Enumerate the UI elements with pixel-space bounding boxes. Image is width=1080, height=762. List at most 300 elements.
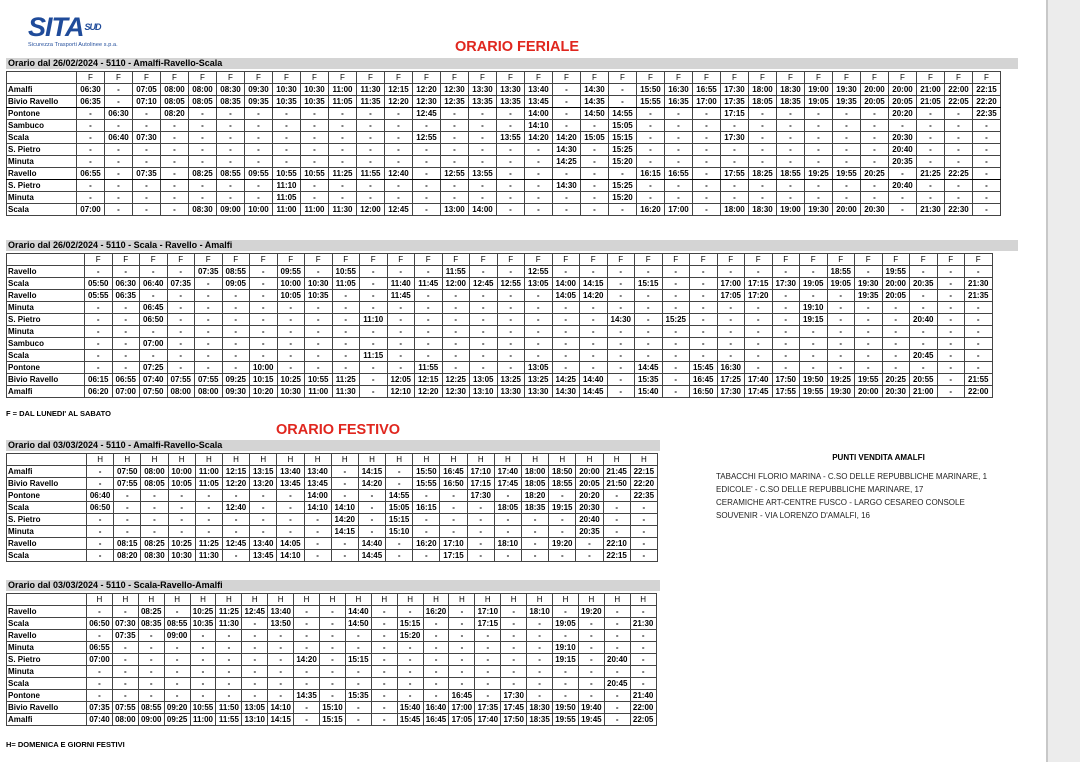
departure-time-cell: - xyxy=(827,350,855,362)
departure-time-cell: 11:55 xyxy=(216,714,242,726)
stop-name: Bivio Ravello xyxy=(7,702,87,714)
punti-vendita-item: EDICOLE' - C.SO DELLE REPUBBLICHE MARINARE, 17 xyxy=(716,485,924,494)
departure-time-cell: 08:35 xyxy=(138,618,164,630)
departure-time-cell: - xyxy=(442,338,470,350)
departure-time-cell: - xyxy=(164,642,190,654)
departure-time-cell: 13:30 xyxy=(525,386,553,398)
departure-time-cell: 22:35 xyxy=(973,108,1001,120)
departure-time-cell: 12:55 xyxy=(497,278,525,290)
departure-time-cell: - xyxy=(140,350,168,362)
departure-time-cell: - xyxy=(690,338,718,350)
departure-time-cell: - xyxy=(168,490,195,502)
departure-time-cell: - xyxy=(358,490,385,502)
departure-time-cell: 13:25 xyxy=(497,374,525,386)
departure-time-cell: 14:55 xyxy=(386,490,413,502)
departure-time-cell: - xyxy=(635,314,663,326)
departure-time-cell: - xyxy=(360,290,388,302)
stop-row xyxy=(7,386,993,398)
day-type-cell: F xyxy=(385,72,413,84)
departure-time-cell: 16:55 xyxy=(693,84,721,96)
day-type-cell: F xyxy=(827,254,855,266)
departure-time-cell: 11:40 xyxy=(387,278,415,290)
departure-time-cell: - xyxy=(415,266,443,278)
departure-time-cell: 11:25 xyxy=(332,374,360,386)
departure-time-cell: 20:00 xyxy=(576,466,603,478)
stop-name: Pontone xyxy=(7,108,77,120)
departure-time-cell: 14:40 xyxy=(580,374,608,386)
day-type-cell: H xyxy=(195,454,222,466)
departure-time-cell: 10:05 xyxy=(168,478,195,490)
departure-time-cell: - xyxy=(917,192,945,204)
departure-time-cell: - xyxy=(470,338,498,350)
departure-time-cell: - xyxy=(690,326,718,338)
departure-time-cell: 10:35 xyxy=(305,290,333,302)
departure-time-cell: - xyxy=(580,314,608,326)
departure-time-cell: - xyxy=(855,338,883,350)
departure-time-cell: 07:35 xyxy=(112,630,138,642)
departure-time-cell: - xyxy=(882,362,910,374)
departure-time-cell: 08:00 xyxy=(167,386,195,398)
departure-time-cell: - xyxy=(749,180,777,192)
departure-time-cell: 17:05 xyxy=(449,714,475,726)
departure-time-cell: 14:45 xyxy=(358,550,385,562)
departure-time-cell: 18:00 xyxy=(749,84,777,96)
departure-time-cell: - xyxy=(497,192,525,204)
departure-time-cell: 13:55 xyxy=(469,168,497,180)
departure-time-cell: 13:40 xyxy=(304,466,331,478)
stop-row xyxy=(7,702,657,714)
departure-time-cell: 13:35 xyxy=(497,96,525,108)
departure-time-cell: 14:20 xyxy=(294,654,320,666)
departure-time-cell: - xyxy=(423,666,449,678)
departure-time-cell: - xyxy=(222,514,249,526)
departure-time-cell: - xyxy=(273,108,301,120)
departure-time-cell: - xyxy=(415,314,443,326)
departure-time-cell: 13:45 xyxy=(277,478,304,490)
departure-time-cell: - xyxy=(268,630,294,642)
departure-time-cell: - xyxy=(250,350,278,362)
departure-time-cell: - xyxy=(87,666,113,678)
departure-time-cell: - xyxy=(371,666,397,678)
departure-time-cell: - xyxy=(294,618,320,630)
departure-time-cell: - xyxy=(190,678,216,690)
departure-time-cell: 18:05 xyxy=(522,478,549,490)
departure-time-cell: - xyxy=(553,192,581,204)
departure-time-cell: 08:00 xyxy=(161,84,189,96)
departure-time-cell: - xyxy=(855,326,883,338)
departure-time-cell: 20:40 xyxy=(604,654,630,666)
departure-time-cell: - xyxy=(442,326,470,338)
departure-time-cell: - xyxy=(937,374,965,386)
departure-time-cell: - xyxy=(630,502,657,514)
departure-time-cell: - xyxy=(772,266,800,278)
day-type-cell: H xyxy=(141,454,168,466)
day-type-cell: H xyxy=(87,454,114,466)
departure-time-cell: - xyxy=(242,678,268,690)
departure-time-cell: 16:35 xyxy=(665,96,693,108)
departure-time-cell: - xyxy=(195,314,223,326)
departure-time-cell: - xyxy=(277,514,304,526)
departure-time-cell: - xyxy=(294,666,320,678)
departure-time-cell: - xyxy=(329,132,357,144)
departure-time-cell: - xyxy=(190,630,216,642)
departure-time-cell: - xyxy=(945,192,973,204)
stop-name: S. Pietro xyxy=(7,654,87,666)
departure-time-cell: - xyxy=(637,192,665,204)
departure-time-cell: - xyxy=(581,192,609,204)
day-type-cell: F xyxy=(662,254,690,266)
departure-time-cell: - xyxy=(525,144,553,156)
departure-time-cell: - xyxy=(973,192,1001,204)
departure-time-cell: 13:05 xyxy=(525,362,553,374)
departure-time-cell: - xyxy=(717,350,745,362)
departure-time-cell: - xyxy=(609,96,637,108)
departure-time-cell: - xyxy=(882,350,910,362)
departure-time-cell: - xyxy=(800,266,828,278)
departure-time-cell: 18:55 xyxy=(549,478,576,490)
day-type-cell: H xyxy=(112,594,138,606)
departure-time-cell: 14:00 xyxy=(552,278,580,290)
departure-time-cell: - xyxy=(805,192,833,204)
stop-row xyxy=(7,290,993,302)
departure-time-cell: - xyxy=(717,302,745,314)
departure-time-cell: 06:35 xyxy=(77,96,105,108)
departure-time-cell: 12:10 xyxy=(387,386,415,398)
departure-time-cell: - xyxy=(423,642,449,654)
departure-time-cell: 08:20 xyxy=(114,550,141,562)
day-type-row xyxy=(7,454,658,466)
departure-time-cell: - xyxy=(245,144,273,156)
departure-time-cell: 17:10 xyxy=(475,606,501,618)
departure-time-cell: 16:15 xyxy=(637,168,665,180)
day-type-cell: H xyxy=(216,594,242,606)
departure-time-cell: 17:35 xyxy=(475,702,501,714)
departure-time-cell: - xyxy=(745,314,773,326)
departure-time-cell: - xyxy=(329,144,357,156)
departure-time-cell: - xyxy=(937,302,965,314)
legend-feriale: F = DAL LUNEDI' AL SABATO xyxy=(6,409,111,418)
departure-time-cell: - xyxy=(467,502,494,514)
day-type-cell: F xyxy=(721,72,749,84)
departure-time-cell: 14:00 xyxy=(525,108,553,120)
departure-time-cell: - xyxy=(331,550,358,562)
departure-time-cell: - xyxy=(800,350,828,362)
departure-time-cell: - xyxy=(662,362,690,374)
departure-time-cell: 13:30 xyxy=(469,84,497,96)
departure-time-cell: 05:50 xyxy=(85,278,113,290)
departure-time-cell: 14:30 xyxy=(553,180,581,192)
departure-time-cell: 20:35 xyxy=(576,526,603,538)
departure-time-cell: - xyxy=(630,654,656,666)
departure-time-cell: - xyxy=(800,362,828,374)
departure-time-cell: - xyxy=(553,630,579,642)
day-type-cell: F xyxy=(360,254,388,266)
departure-time-cell: 08:00 xyxy=(141,466,168,478)
departure-time-cell: - xyxy=(525,180,553,192)
departure-time-cell: - xyxy=(745,326,773,338)
departure-time-cell: - xyxy=(861,156,889,168)
day-type-cell: H xyxy=(578,594,604,606)
departure-time-cell: - xyxy=(882,338,910,350)
departure-time-cell: - xyxy=(195,290,223,302)
departure-time-cell: 22:20 xyxy=(630,478,657,490)
departure-time-cell: 08:25 xyxy=(138,606,164,618)
departure-time-cell: - xyxy=(397,690,423,702)
departure-time-cell: - xyxy=(387,338,415,350)
departure-time-cell: - xyxy=(357,156,385,168)
departure-time-cell: 13:35 xyxy=(469,96,497,108)
departure-time-cell: - xyxy=(717,326,745,338)
departure-time-cell: - xyxy=(189,120,217,132)
departure-time-cell: - xyxy=(772,362,800,374)
stop-name: Minuta xyxy=(7,326,85,338)
departure-time-cell: - xyxy=(889,192,917,204)
departure-time-cell: - xyxy=(329,156,357,168)
day-type-cell: F xyxy=(855,254,883,266)
departure-time-cell: 20:05 xyxy=(576,478,603,490)
departure-time-cell: 10:00 xyxy=(245,204,273,216)
departure-time-cell: - xyxy=(397,666,423,678)
departure-time-cell: 17:50 xyxy=(772,374,800,386)
departure-time-cell: - xyxy=(105,168,133,180)
departure-time-cell: - xyxy=(167,350,195,362)
departure-time-cell: - xyxy=(855,314,883,326)
day-type-cell: H xyxy=(168,454,195,466)
departure-time-cell: 21:05 xyxy=(917,96,945,108)
departure-time-cell: 19:05 xyxy=(553,618,579,630)
departure-time-cell: 21:35 xyxy=(965,290,993,302)
day-type-cell: F xyxy=(965,254,993,266)
departure-time-cell: 15:10 xyxy=(386,526,413,538)
departure-time-cell: - xyxy=(861,132,889,144)
departure-time-cell: 17:15 xyxy=(467,478,494,490)
day-type-cell: H xyxy=(250,454,277,466)
departure-time-cell: 15:20 xyxy=(609,156,637,168)
departure-time-cell: 15:15 xyxy=(345,654,371,666)
departure-time-cell: 11:15 xyxy=(360,350,388,362)
departure-time-cell: 18:25 xyxy=(749,168,777,180)
day-type-cell: H xyxy=(413,454,440,466)
departure-time-cell: - xyxy=(85,266,113,278)
departure-time-cell: - xyxy=(387,266,415,278)
departure-time-cell: 11:25 xyxy=(195,538,222,550)
day-type-cell: F xyxy=(717,254,745,266)
departure-time-cell: 12:55 xyxy=(525,266,553,278)
departure-time-cell: - xyxy=(497,144,525,156)
departure-time-cell: 21:00 xyxy=(917,84,945,96)
day-type-cell: H xyxy=(164,594,190,606)
departure-time-cell: 09:30 xyxy=(245,84,273,96)
departure-time-cell: - xyxy=(397,642,423,654)
departure-time-cell: 13:50 xyxy=(268,618,294,630)
departure-time-cell: - xyxy=(965,314,993,326)
departure-time-cell: 12:05 xyxy=(387,374,415,386)
punti-vendita-item: SOUVENIR - VIA LORENZO D'AMALFI, 16 xyxy=(716,511,871,520)
day-type-cell: F xyxy=(357,72,385,84)
departure-time-cell: - xyxy=(190,654,216,666)
day-type-cell: F xyxy=(415,254,443,266)
departure-time-cell: - xyxy=(167,362,195,374)
departure-time-cell: 08:30 xyxy=(141,550,168,562)
departure-time-cell: - xyxy=(415,350,443,362)
departure-time-cell: - xyxy=(332,338,360,350)
departure-time-cell: 22:00 xyxy=(965,386,993,398)
departure-time-cell: - xyxy=(133,120,161,132)
departure-time-cell: 07:50 xyxy=(140,386,168,398)
departure-time-cell: - xyxy=(690,302,718,314)
departure-time-cell: - xyxy=(141,502,168,514)
day-type-cell: H xyxy=(138,594,164,606)
departure-time-cell: - xyxy=(917,132,945,144)
departure-time-cell: - xyxy=(415,290,443,302)
departure-time-cell: 10:55 xyxy=(301,168,329,180)
departure-time-cell: 19:35 xyxy=(855,290,883,302)
departure-time-cell: - xyxy=(910,302,938,314)
departure-time-cell: - xyxy=(497,180,525,192)
departure-time-cell: 20:40 xyxy=(889,180,917,192)
day-type-cell: F xyxy=(161,72,189,84)
day-type-cell: H xyxy=(630,454,657,466)
departure-time-cell: 13:30 xyxy=(497,84,525,96)
departure-time-cell: - xyxy=(413,204,441,216)
departure-time-cell: - xyxy=(189,132,217,144)
departure-time-cell: 09:20 xyxy=(164,702,190,714)
departure-time-cell: - xyxy=(195,502,222,514)
departure-time-cell: 09:00 xyxy=(138,714,164,726)
departure-time-cell: 14:15 xyxy=(331,526,358,538)
departure-time-cell: 19:50 xyxy=(553,702,579,714)
departure-time-cell: 07:55 xyxy=(114,478,141,490)
departure-time-cell: - xyxy=(578,630,604,642)
departure-time-cell: - xyxy=(140,290,168,302)
departure-time-cell: 17:40 xyxy=(745,374,773,386)
departure-time-cell: - xyxy=(387,314,415,326)
departure-time-cell: 22:10 xyxy=(603,538,630,550)
stop-row xyxy=(7,514,658,526)
departure-time-cell: - xyxy=(497,338,525,350)
departure-time-cell: 20:30 xyxy=(882,386,910,398)
departure-time-cell: - xyxy=(553,690,579,702)
stop-row xyxy=(7,526,658,538)
departure-time-cell: 19:15 xyxy=(549,502,576,514)
departure-time-cell: - xyxy=(805,108,833,120)
departure-time-cell: 17:00 xyxy=(693,96,721,108)
departure-time-cell: 11:55 xyxy=(442,266,470,278)
departure-time-cell: - xyxy=(497,204,525,216)
departure-time-cell: - xyxy=(581,204,609,216)
departure-time-cell: 15:50 xyxy=(413,466,440,478)
departure-time-cell: - xyxy=(357,180,385,192)
departure-time-cell: 14:40 xyxy=(358,538,385,550)
departure-time-cell: 06:55 xyxy=(87,642,113,654)
departure-time-cell: - xyxy=(662,350,690,362)
departure-time-cell: 17:40 xyxy=(494,466,521,478)
departure-time-cell: - xyxy=(690,350,718,362)
departure-time-cell: - xyxy=(105,96,133,108)
departure-time-cell: - xyxy=(717,266,745,278)
departure-time-cell: - xyxy=(195,278,223,290)
departure-time-cell: - xyxy=(553,678,579,690)
heading-orario-feriale: ORARIO FERIALE xyxy=(455,39,580,55)
stop-name: Scala xyxy=(7,678,87,690)
departure-time-cell: - xyxy=(138,690,164,702)
departure-time-cell: - xyxy=(745,338,773,350)
departure-time-cell: - xyxy=(112,338,140,350)
departure-time-cell: - xyxy=(937,350,965,362)
departure-time-cell: - xyxy=(527,642,553,654)
departure-time-cell: - xyxy=(607,350,635,362)
departure-time-cell: 13:05 xyxy=(470,374,498,386)
departure-time-cell: 16:20 xyxy=(423,606,449,618)
corner-cell xyxy=(7,454,87,466)
departure-time-cell: - xyxy=(133,180,161,192)
departure-time-cell: - xyxy=(386,466,413,478)
departure-time-cell: 08:55 xyxy=(217,168,245,180)
departure-time-cell: - xyxy=(637,132,665,144)
departure-time-cell: 12:55 xyxy=(441,168,469,180)
departure-time-cell: - xyxy=(77,144,105,156)
day-type-row xyxy=(7,594,657,606)
departure-time-cell: - xyxy=(133,204,161,216)
departure-time-cell: - xyxy=(861,180,889,192)
stop-row xyxy=(7,678,657,690)
departure-time-cell: - xyxy=(413,192,441,204)
departure-time-cell: 15:10 xyxy=(320,702,346,714)
departure-time-cell: - xyxy=(413,526,440,538)
departure-time-cell: - xyxy=(222,290,250,302)
departure-time-cell: 17:30 xyxy=(721,84,749,96)
departure-time-cell: 11:55 xyxy=(415,362,443,374)
corner-cell xyxy=(7,72,77,84)
departure-time-cell: - xyxy=(805,132,833,144)
departure-time-cell: - xyxy=(190,666,216,678)
departure-time-cell: - xyxy=(371,678,397,690)
departure-time-cell: 13:20 xyxy=(250,478,277,490)
departure-time-cell: 19:15 xyxy=(800,314,828,326)
departure-time-cell: - xyxy=(357,132,385,144)
departure-time-cell: - xyxy=(833,132,861,144)
day-type-cell: F xyxy=(277,254,305,266)
departure-time-cell: - xyxy=(553,606,579,618)
departure-time-cell: 18:10 xyxy=(494,538,521,550)
departure-time-cell: 11:30 xyxy=(329,204,357,216)
departure-time-cell: - xyxy=(85,302,113,314)
departure-time-cell: 11:10 xyxy=(360,314,388,326)
departure-time-cell: 13:40 xyxy=(268,606,294,618)
departure-time-cell: 19:50 xyxy=(800,374,828,386)
departure-time-cell: 08:05 xyxy=(161,96,189,108)
departure-time-cell: 06:50 xyxy=(87,618,113,630)
departure-time-cell: 19:20 xyxy=(549,538,576,550)
day-type-cell: F xyxy=(77,72,105,84)
departure-time-cell: 11:10 xyxy=(273,180,301,192)
departure-time-cell: - xyxy=(305,314,333,326)
departure-time-cell: - xyxy=(413,490,440,502)
departure-time-cell: - xyxy=(973,120,1001,132)
departure-time-cell: - xyxy=(693,180,721,192)
departure-time-cell: 18:05 xyxy=(494,502,521,514)
departure-time-cell: - xyxy=(889,204,917,216)
departure-time-cell: - xyxy=(250,490,277,502)
departure-time-cell: 19:30 xyxy=(827,386,855,398)
departure-time-cell: - xyxy=(578,654,604,666)
departure-time-cell: 17:35 xyxy=(721,96,749,108)
departure-time-cell: 07:40 xyxy=(87,714,113,726)
departure-time-cell: - xyxy=(105,156,133,168)
departure-time-cell: - xyxy=(371,714,397,726)
timetable-festivo-amalfi-scala xyxy=(6,453,658,562)
departure-time-cell: - xyxy=(965,326,993,338)
